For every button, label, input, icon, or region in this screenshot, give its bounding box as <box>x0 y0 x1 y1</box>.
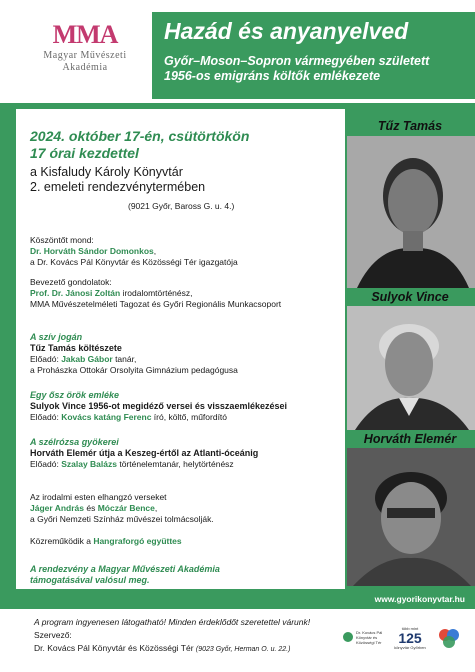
page-title: Hazád és anyanyelved <box>164 18 409 44</box>
footer-note: A program ingyenesen látogatható! Minden érdeklődőt szeretettel várunk! <box>34 617 311 627</box>
intro-name: Prof. Dr. Jánosi Zoltán <box>30 288 121 298</box>
anniversary-logo <box>390 626 430 654</box>
section-1-perf-role-1: tanár, <box>112 354 137 364</box>
section-2-subtitle: Sulyok Vince 1956-ot megidéző versei és visszaemlékezései <box>30 401 287 411</box>
poems-block <box>30 492 340 525</box>
section-3-perf-label: Előadó: <box>30 459 62 469</box>
partner-logo <box>436 626 464 654</box>
section-1-subtitle: Tűz Tamás költészete <box>30 343 122 353</box>
library-logo-text: Dr. Kovács Pál Könyvtár és Közösségi Tér <box>356 630 383 645</box>
venue-line-2: 2. emeleti rendezvénytermében <box>30 180 206 194</box>
date-line-2: 17 órai kezdettel <box>30 145 139 161</box>
organizer-label: Szervező: <box>34 630 72 640</box>
portrait-tuz-tamas <box>347 136 475 288</box>
poems-performer-2: Móczár Bence <box>97 503 155 513</box>
footer-logos <box>342 626 467 656</box>
poems-intro: Az irodalmi esten elhangzó verseket <box>30 492 167 502</box>
poems-and: és <box>84 503 98 513</box>
portrait-horvath-elemer <box>347 448 475 586</box>
section-3-perf-role: történelemtanár, helytörténész <box>116 459 234 469</box>
section-2-perf-role: író, költő, műfordító <box>151 412 228 422</box>
greeting-role: a Dr. Kovács Pál Könyvtár és Közösségi Tér igazgatója <box>30 257 238 267</box>
date-line-1: 2024. október 17-én, csütörtökön <box>30 128 250 144</box>
section-3-subtitle: Horváth Elemér útja a Keszeg-értől az Atlanti-óceánig <box>30 448 259 458</box>
poems-comma: , <box>154 503 158 513</box>
intro-role-1: irodalomtörténész, <box>120 288 193 298</box>
organizer-address: (9023 Győr, Herman O. u. 22.) <box>195 646 291 653</box>
subtitle-line-1: Győr–Moson–Sopron vármegyében született <box>164 54 430 68</box>
anniversary-top: több mint <box>401 626 419 631</box>
photo-label-horvath: Horváth Elemér <box>345 432 475 448</box>
intro-role-2: MMA Művészetelméleti Tagozat és Győri Regionális Munkacsoport <box>30 299 282 309</box>
event-venue <box>30 165 205 195</box>
website-link[interactable]: www.gyorikonyvtar.hu <box>374 594 465 604</box>
support-line-2: támogatásával valósul meg. <box>30 575 150 585</box>
event-date <box>30 128 249 162</box>
anniversary-bottom: könyvtár Győrben <box>394 645 426 650</box>
section-2-performer: Kovács katáng Ferenc <box>61 412 152 422</box>
section-1-perf-label: Előadó: <box>30 354 62 364</box>
left-bar <box>0 109 16 589</box>
logo-line-1: Magyar Művészeti <box>43 50 127 61</box>
section-2-title: Egy ősz örök emléke <box>30 390 120 400</box>
mma-logo <box>30 20 140 74</box>
venue-line-1: a Kisfaludy Károly Könyvtár <box>30 165 183 179</box>
intro-label: Bevezető gondolatok: <box>30 277 112 287</box>
partner-logo-icon <box>436 626 462 652</box>
intro-block <box>30 277 340 310</box>
greeting-comma: , <box>153 246 157 256</box>
photo-label-tuz: Tűz Tamás <box>345 119 475 135</box>
greeting-block <box>30 235 340 268</box>
subtitle-line-2: 1956-os emigráns költők emlékezete <box>164 69 381 83</box>
organizer-name: Dr. Kovács Pál Könyvtár és Közösségi Tér <box>34 643 196 653</box>
section-1-perf-role-2: a Prohászka Ottokár Orsolyita Gimnázium pedagógusa <box>30 365 238 375</box>
poems-performer-1: Jáger András <box>30 503 85 513</box>
section-1 <box>30 332 340 376</box>
venue-address: (9021 Győr, Baross G. u. 4.) <box>128 201 235 211</box>
organizer <box>34 643 290 653</box>
logo-mark: MMA <box>52 20 118 49</box>
poems-role: a Győri Nemzeti Színház művészei tolmácsolják. <box>30 514 214 524</box>
portrait-sulyok-vince <box>347 306 475 430</box>
anniversary-number: 125 <box>398 630 422 646</box>
section-1-performer: Jakab Gábor <box>61 354 113 364</box>
library-logo <box>342 626 386 654</box>
section-3-title: A szélrózsa gyökerei <box>30 437 119 447</box>
band-block <box>30 536 340 547</box>
section-3-performer: Szalay Balázs <box>61 459 117 469</box>
page-subtitle <box>164 54 464 84</box>
band-label: Közreműködik a <box>30 536 94 546</box>
library-logo-icon <box>342 630 354 644</box>
section-2-perf-label: Előadó: <box>30 412 62 422</box>
band-name: Hangraforgó együttes <box>93 536 182 546</box>
greeting-name: Dr. Horváth Sándor Domonkos <box>30 246 154 256</box>
photo-label-sulyok: Sulyok Vince <box>345 290 475 306</box>
logo-line-2: Akadémia <box>62 62 108 73</box>
support-line-1: A rendezvény a Magyar Művészeti Akadémia <box>30 564 220 574</box>
greeting-label: Köszöntőt mond: <box>30 235 94 245</box>
section-1-title: A szív jogán <box>30 332 83 342</box>
support-note <box>30 564 220 586</box>
section-3 <box>30 437 340 470</box>
section-2 <box>30 390 340 423</box>
